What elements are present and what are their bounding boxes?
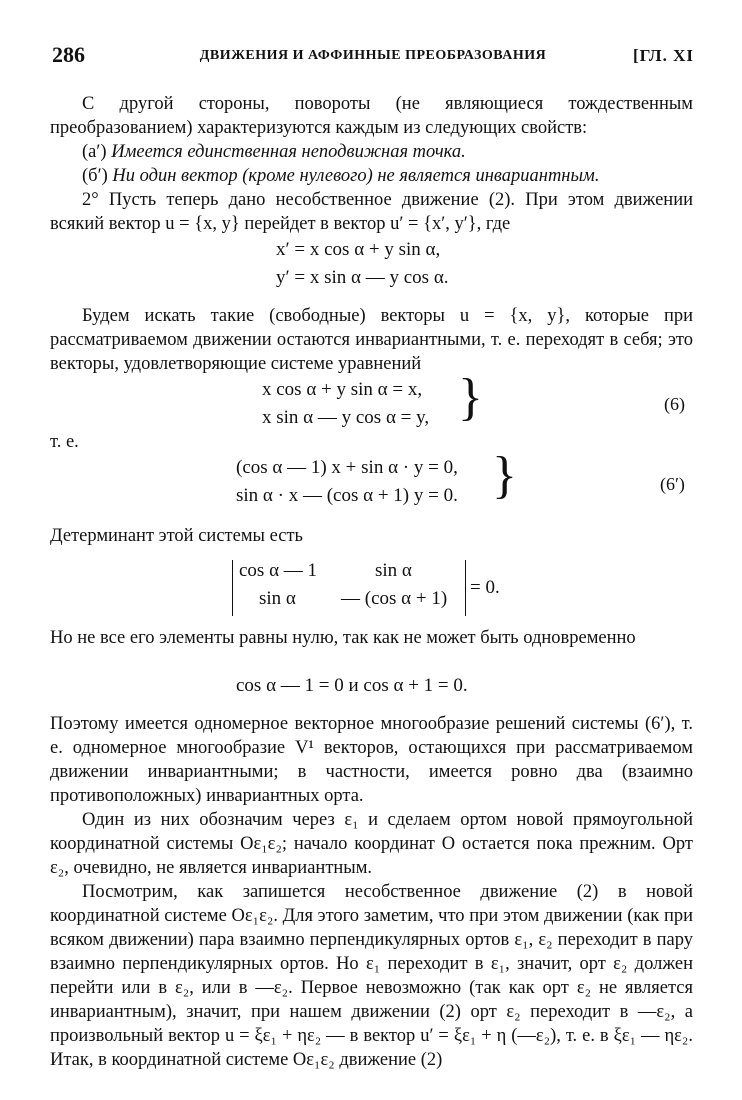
paragraph-new-coordinates: Посмотрим, как запишется несобственное движение (2) в новой координатной системе Oε₁ε₂. Для этого заметим, что при этом движении (как при всяком движении) пара взаимно перпендикулярных ортов ε₁, ε₂ переходит в пару взаимно перпендикулярных ортов. Но ε₁ переходит в ε₁, значит, орт ε₂ должен перейти или в ε₂, или в —ε₂. Первое невозможно (так как орт ε₂ не является инвариантным), значит, при нашем движении (2) орт ε₂ переходит в —ε₂, а произвольный вектор u = ξε₁ + ηε₂ — в вектор u′ = ξε₁ + η (—ε₂), т. е. в ξε₁ — ηε₂. Итак, в координатной системе Oε₁ε₂ движение (2) bbox=[50, 882, 693, 1070]
system6-brace: } bbox=[458, 369, 483, 426]
system6-line2: x sin α — y cos α = y, bbox=[262, 407, 430, 428]
system6p-line2: sin α · x — (cos α + 1) y = 0. bbox=[236, 485, 458, 506]
text-te: т. е. bbox=[50, 432, 79, 452]
paragraph-manifold: Поэтому имеется одномерное векторное многообразие решений системы (6′), т. е. одномерное многообразие V¹ векторов, остающихся при рассматриваемом движении инвариантными; в частности, имеется ровно два (взаимно противоположных) инвариантных орта. bbox=[50, 714, 693, 806]
page-number: 286 bbox=[52, 42, 85, 67]
property-a bbox=[50, 140, 693, 164]
det-rhs: = 0. bbox=[470, 577, 500, 598]
system6-line1: x cos α + y sin α = x, bbox=[262, 379, 423, 400]
paragraph-rotations: С другой стороны, повороты (не являющиеся тождественным преобразованием) характеризуются каждым из следующих свойств: bbox=[50, 94, 693, 138]
system6p-brace: } bbox=[492, 447, 517, 504]
det-a12: sin α bbox=[375, 560, 412, 581]
running-title: ДВИЖЕНИЯ И АФФИННЫЕ ПРЕОБРАЗОВАНИЯ bbox=[199, 48, 547, 63]
property-b-text: Ни один вектор (кроме нулевого) не является инвариантным. bbox=[112, 166, 600, 186]
property-a-label: (а′) bbox=[82, 142, 107, 162]
property-b bbox=[50, 164, 693, 188]
det-a22: — (cos α + 1) bbox=[341, 588, 448, 609]
property-a-text: Имеется единственная неподвижная точка. bbox=[111, 142, 466, 162]
equation-cos-conditions: cos α — 1 = 0 и cos α + 1 = 0. bbox=[236, 675, 468, 696]
equation-tag-6: (6) bbox=[664, 394, 685, 414]
paragraph-improper-motion: 2° Пусть теперь дано несобственное движение (2). При этом движении всякий вектор u = {x, y} перейдет в вектор u′ = {x′, y′}, где bbox=[50, 190, 693, 234]
det-a11: cos α — 1 bbox=[239, 560, 318, 581]
paragraph-determinant: Детерминант этой системы есть bbox=[50, 526, 303, 546]
page-header bbox=[52, 42, 694, 70]
system6p-line1: (cos α — 1) x + sin α · y = 0, bbox=[236, 457, 458, 478]
paragraph-not-all-zero: Но не все его элементы равны нулю, так как не может быть одновременно bbox=[50, 628, 636, 648]
equation-tag-6p: (6′) bbox=[660, 474, 685, 494]
property-b-label: (б′) bbox=[82, 166, 108, 186]
det-a21: sin α bbox=[259, 588, 296, 609]
paragraph-invariant-vectors: Будем искать такие (свободные) векторы u = {x, y}, которые при рассматриваемом движении остаются инвариантными, т. е. переходят в себя; это векторы, удовлетворяющие системе уравнений bbox=[50, 306, 693, 374]
equation-y-prime: y′ = x sin α — y cos α. bbox=[276, 267, 449, 288]
paragraph-orts: Один из них обозначим через ε₁ и сделаем ортом новой прямоугольной координатной системы Oε₁ε₂; начало координат O остается пока прежним. Орт ε₂, очевидно, не является инвариантным. bbox=[50, 810, 693, 878]
chapter-label: [ГЛ. XI bbox=[633, 46, 694, 65]
equation-x-prime: x′ = x cos α + y sin α, bbox=[276, 239, 441, 260]
determinant-matrix bbox=[232, 560, 466, 616]
